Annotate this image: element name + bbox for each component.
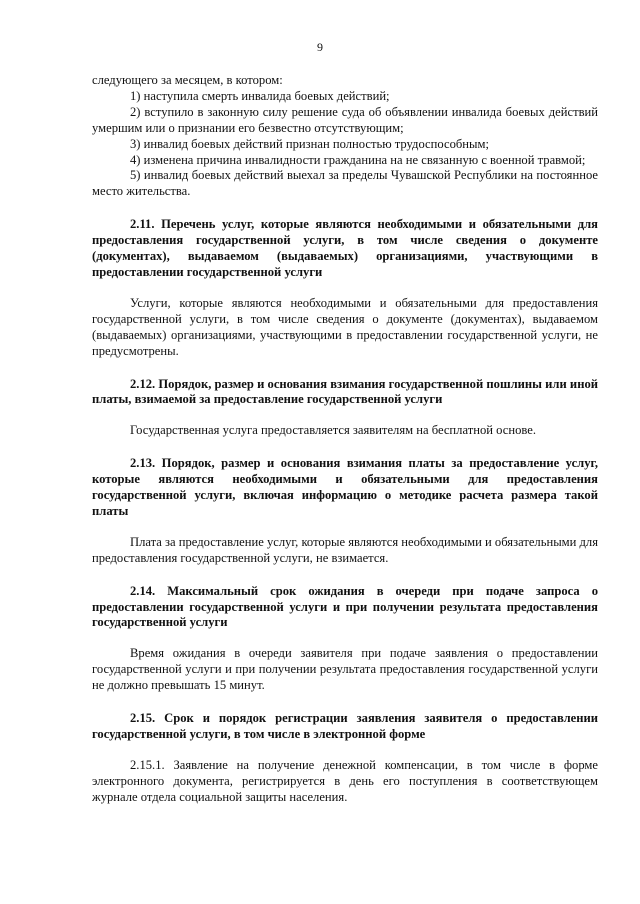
section-heading-2-14: 2.14. Максимальный срок ожидания в очереди при подаче запроса о предоставлении государственной услуги и при получении результата предоставления государственной услуги [92, 583, 598, 630]
intro-item-4: 4) изменена причина инвалидности гражданина на не связанную с военной травмой; [130, 152, 586, 167]
section-heading-2-11: 2.11. Перечень услуг, которые являются необходимыми и обязательными для предоставления государственной услуги, в том числе сведения о документе (документах), выдаваемом (выдаваемых) организациями, участвующими в предоставлении государственной услуги [92, 217, 598, 279]
intro-item-2: 2) вступило в законную силу решение суда об объявлении инвалида боевых действий умершим или о признании его безвестно отсутствующим; [92, 104, 598, 135]
intro-lead: следующего за месяцем, в котором: [92, 73, 283, 87]
page-number: 9 [317, 40, 323, 54]
section-text-2-14: Время ожидания в очереди заявителя при подаче заявления о предоставлении государственной услуги и при получении результата предоставления государственной услуги не должно превышать 15 минут. [92, 646, 598, 693]
section-text-2-13: Плата за предоставление услуг, которые являются необходимыми и обязательными для предоставления государственной услуги, не взимается. [92, 534, 598, 565]
intro-item-5: 5) инвалид боевых действий выехал за пределы Чувашской Республики на постоянное место жительства. [92, 168, 598, 199]
section-text-2-11: Услуги, которые являются необходимыми и обязательными для предоставления государственной услуги, в том числе сведения о документе (документах), выдаваемом (выдаваемых) организациями, участвующими в предоставлении государственной услуги, не предусмотрены. [92, 295, 598, 358]
intro-item-1: 1) наступила смерть инвалида боевых действий; [130, 88, 390, 103]
document-body [92, 73, 598, 806]
section-heading-2-12: 2.12. Порядок, размер и основания взимания государственной пошлины или иной платы, взимаемой за предоставление государственной услуги [92, 376, 598, 407]
intro-item-3: 3) инвалид боевых действий признан полностью трудоспособным; [130, 136, 489, 151]
section-heading-2-13: 2.13. Порядок, размер и основания взимания платы за предоставление услуг, которые являются необходимыми и обязательными для предоставления государственной услуги, включая информацию о методике расчета размера такой платы [92, 456, 598, 518]
section-heading-2-15: 2.15. Срок и порядок регистрации заявления заявителя о предоставлении государственной услуги, в том числе в электронной форме [92, 711, 598, 741]
section-text-2-15: 2.15.1. Заявление на получение денежной компенсации, в том числе в форме электронного документа, регистрируется в день его поступления в соответствующем журнале отдела социальной защиты населения. [92, 757, 598, 804]
section-text-2-12: Государственная услуга предоставляется заявителям на бесплатной основе. [130, 423, 537, 438]
